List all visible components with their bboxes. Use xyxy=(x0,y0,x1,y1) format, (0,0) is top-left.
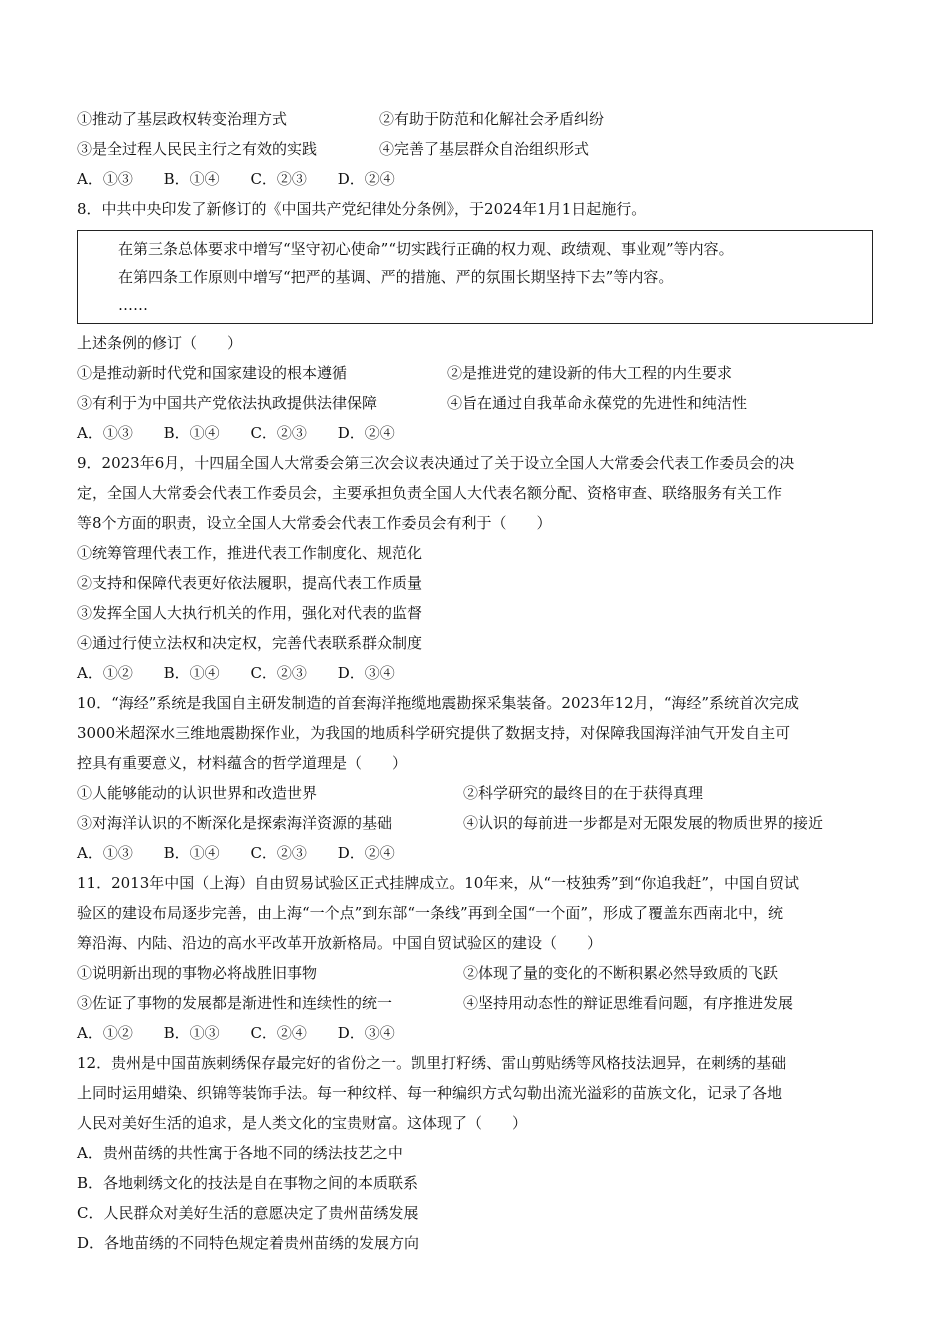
q12-option-b: B．各地刺绣文化的技法是自在事物之间的本质联系 xyxy=(77,1174,419,1192)
q11-stem-line-1: 11．2013年中国（上海）自由贸易试验区正式挂牌成立。10年来，从“一枝独秀”到“你追我赶”，中国自贸试 xyxy=(77,874,800,892)
q11-stem-line-2: 验区的建设布局逐步完善，由上海“一个点”到东部“一条线”再到全国“一个面”，形成了覆盖东西南北中，统 xyxy=(77,904,784,922)
q10-options-row-2 xyxy=(77,808,877,838)
q10-answer-b: B．①④ xyxy=(163,844,220,862)
q8-box-line-1: 在第三条总体要求中增写“坚守初心使命”“切实践行正确的权力观、政绩观、事业观”等内容。 xyxy=(118,240,734,258)
q12-option-c: C．人民群众对美好生活的意愿决定了贵州苗绣发展 xyxy=(77,1204,419,1222)
q8-box-line-2: 在第四条工作原则中增写“把严的基调、严的措施、严的氛围长期坚持下去”等内容。 xyxy=(118,268,674,286)
q8-question: 上述条例的修订（ ） xyxy=(77,334,243,352)
q7-answer-c: C．②③ xyxy=(250,170,307,188)
q10-option-2: ②科学研究的最终目的在于获得真理 xyxy=(463,784,704,802)
q11-option-1: ①说明新出现的事物必将战胜旧事物 xyxy=(77,964,318,982)
q9-answer-b: B．①④ xyxy=(163,664,220,682)
q8-options-row-1 xyxy=(77,358,877,388)
q7-answer-d: D．②④ xyxy=(337,170,395,188)
q8-material-box xyxy=(77,230,873,324)
q11-option-3: ③佐证了事物的发展都是渐进性和连续性的统一 xyxy=(77,994,393,1012)
q9-option-4: ④通过行使立法权和决定权，完善代表联系群众制度 xyxy=(77,634,423,652)
q11-answer-c: C．②④ xyxy=(250,1024,307,1042)
q7-options-row-1 xyxy=(77,104,877,134)
q7-option-2: ②有助于防范和化解社会矛盾纠纷 xyxy=(379,110,605,128)
q8-answer-a: A．①③ xyxy=(77,424,133,442)
q12-stem-line-2: 上同时运用蜡染、织锦等装饰手法。每一种纹样、每一种编织方式勾勒出流光溢彩的苗族文化，记录了各地 xyxy=(77,1084,783,1102)
q7-option-1: ①推动了基层政权转变治理方式 xyxy=(77,110,288,128)
q9-answers xyxy=(77,658,877,688)
q8-answer-d: D．②④ xyxy=(337,424,395,442)
q10-stem-line-1: 10．“海经”系统是我国自主研发制造的首套海洋拖缆地震勘探采集装备。2023年12月，“海经”系统首次完成 xyxy=(77,694,800,712)
q7-option-4: ④完善了基层群众自治组织形式 xyxy=(379,140,590,158)
q11-options-row-2 xyxy=(77,988,877,1018)
q11-answers xyxy=(77,1018,877,1048)
q12-option-a: A．贵州苗绣的共性寓于各地不同的绣法技艺之中 xyxy=(77,1144,403,1162)
q10-option-4: ④认识的每前进一步都是对无限发展的物质世界的接近 xyxy=(463,814,824,832)
q8-stem: 8．中共中央印发了新修订的《中国共产党纪律处分条例》，于2024年1月1日起施行。 xyxy=(77,200,647,218)
q8-option-1: ①是推动新时代党和国家建设的根本遵循 xyxy=(77,364,348,382)
q11-stem-line-3: 筹沿海、内陆、沿边的高水平改革开放新格局。中国自贸试验区的建设（ ） xyxy=(77,934,603,952)
q9-option-3: ③发挥全国人大执行机关的作用，强化对代表的监督 xyxy=(77,604,423,622)
q9-answer-a: A．①② xyxy=(77,664,133,682)
q10-option-1: ①人能够能动的认识世界和改造世界 xyxy=(77,784,318,802)
q7-answer-b: B．①④ xyxy=(163,170,220,188)
q7-option-3: ③是全过程人民民主行之有效的实践 xyxy=(77,140,318,158)
q7-options-row-2 xyxy=(77,134,877,164)
q11-answer-b: B．①③ xyxy=(163,1024,220,1042)
q8-options-row-2 xyxy=(77,388,877,418)
q9-stem-line-3: 等8个方面的职责，设立全国人大常委会代表工作委员会有利于（ ） xyxy=(77,514,552,532)
q9-stem-line-1: 9．2023年6月，十四届全国人大常委会第三次会议表决通过了关于设立全国人大常委会代表工作委员会的决 xyxy=(77,454,795,472)
q7-answers xyxy=(77,164,877,194)
q8-box-line-3: …… xyxy=(118,296,148,314)
q8-answer-c: C．②③ xyxy=(250,424,307,442)
q10-stem-line-3: 控具有重要意义，材料蕴含的哲学道理是（ ） xyxy=(77,754,408,772)
q12-stem-line-1: 12．贵州是中国苗族刺绣保存最完好的省份之一。凯里打籽绣、雷山剪贴绣等风格技法迥异，在刺绣的基础 xyxy=(77,1054,787,1072)
q10-option-3: ③对海洋认识的不断深化是探索海洋资源的基础 xyxy=(77,814,393,832)
q10-answers xyxy=(77,838,877,868)
q11-option-4: ④坚持用动态性的辩证思维看问题，有序推进发展 xyxy=(463,994,794,1012)
q10-stem-line-2: 3000米超深水三维地震勘探作业，为我国的地质科学研究提供了数据支持，对保障我国海洋油气开发自主可 xyxy=(77,724,791,742)
q10-answer-a: A．①③ xyxy=(77,844,133,862)
q8-answer-b: B．①④ xyxy=(163,424,220,442)
q11-answer-d: D．③④ xyxy=(337,1024,395,1042)
q11-options-row-1 xyxy=(77,958,877,988)
q11-answer-a: A．①② xyxy=(77,1024,133,1042)
q11-option-2: ②体现了量的变化的不断积累必然导致质的飞跃 xyxy=(463,964,779,982)
q9-option-1: ①统筹管理代表工作，推进代表工作制度化、规范化 xyxy=(77,544,423,562)
exam-page xyxy=(77,104,877,1258)
q12-option-d: D．各地苗绣的不同特色规定着贵州苗绣的发展方向 xyxy=(77,1234,420,1252)
q10-options-row-1 xyxy=(77,778,877,808)
q10-answer-c: C．②③ xyxy=(250,844,307,862)
q8-answers xyxy=(77,418,877,448)
q9-answer-d: D．③④ xyxy=(337,664,395,682)
q10-answer-d: D．②④ xyxy=(337,844,395,862)
q7-answer-a: A．①③ xyxy=(77,170,133,188)
q9-stem-line-2: 定，全国人大常委会代表工作委员会，主要承担负责全国人大代表名额分配、资格审查、联络服务有关工作 xyxy=(77,484,783,502)
q9-answer-c: C．②③ xyxy=(250,664,307,682)
q8-option-4: ④旨在通过自我革命永葆党的先进性和纯洁性 xyxy=(447,394,748,412)
q12-stem-line-3: 人民对美好生活的追求，是人类文化的宝贵财富。这体现了（ ） xyxy=(77,1114,528,1132)
q9-option-2: ②支持和保障代表更好依法履职，提高代表工作质量 xyxy=(77,574,423,592)
q8-option-2: ②是推进党的建设新的伟大工程的内生要求 xyxy=(447,364,733,382)
q8-option-3: ③有利于为中国共产党依法执政提供法律保障 xyxy=(77,394,378,412)
